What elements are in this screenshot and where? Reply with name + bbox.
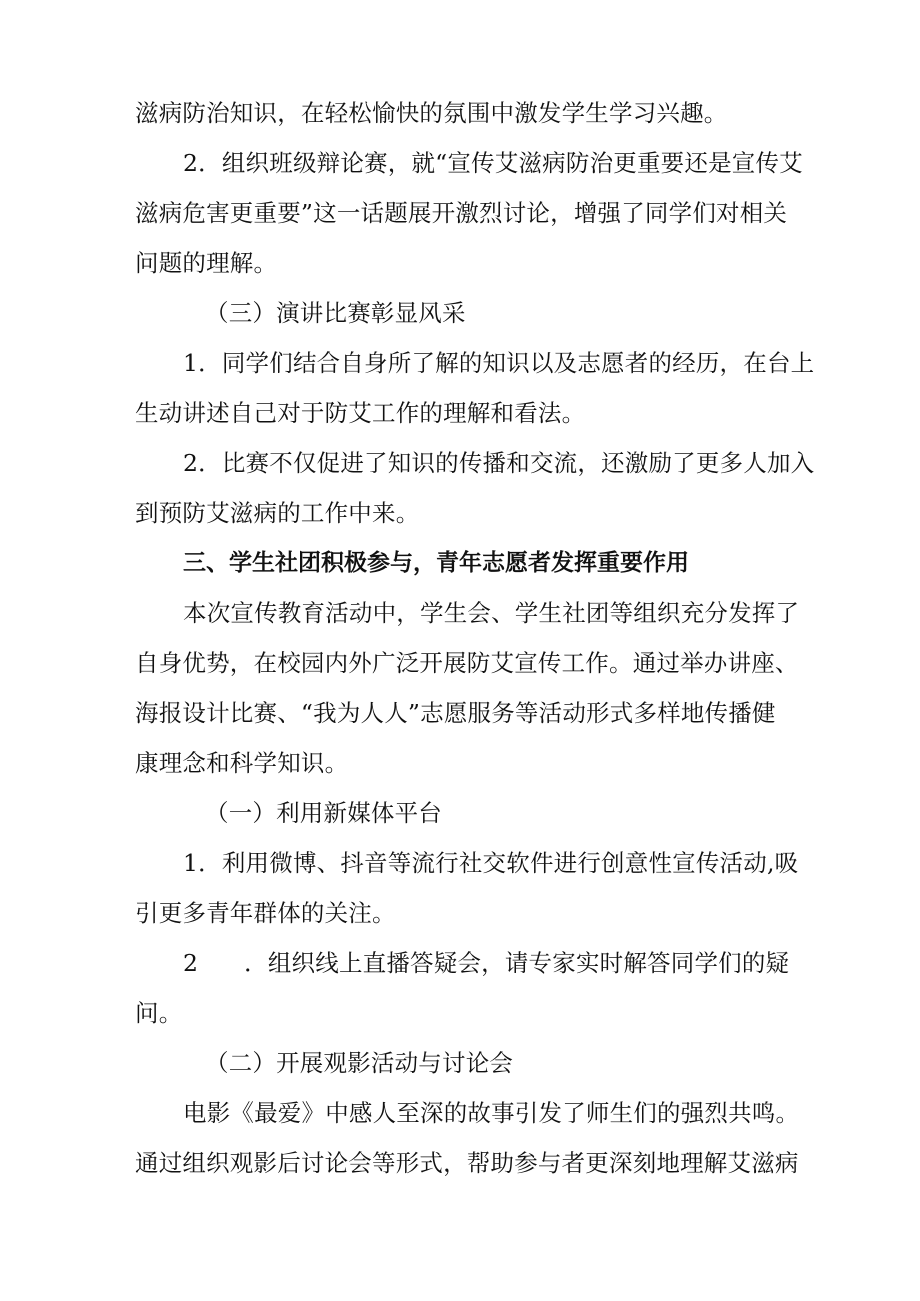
paragraph-line: 电影《最爱》中感人至深的故事引发了师生们的强烈共鸣。 (183, 1099, 800, 1127)
list-item-line: 2．比赛不仅促进了知识的传播和交流，还激励了更多人加入 (183, 449, 815, 477)
paragraph-line: 滋病危害更重要”这一话题展开激烈讨论，增强了同学们对相关 (135, 199, 788, 227)
paragraph-line: 本次宣传教育活动中，学生会、学生社团等组织充分发挥了 (183, 599, 800, 627)
paragraph-line: 生动讲述自己对于防艾工作的理解和看法。 (135, 399, 586, 427)
subsection-heading: （三）演讲比赛彰显风采 (205, 299, 466, 327)
paragraph-line: 引更多青年群体的关注。 (135, 899, 396, 927)
paragraph-line: 问。 (135, 999, 183, 1027)
paragraph-line: 康理念和科学知识。 (135, 749, 349, 777)
list-text: ．组织线上直播答疑会，请专家实时解答同学们的疑 (244, 949, 790, 977)
subsection-heading: （一）利用新媒体平台 (205, 799, 442, 827)
list-number: 2 (183, 949, 199, 977)
paragraph-line: 自身优势，在校园内外广泛开展防艾宣传工作。通过举办讲座、 (135, 649, 799, 677)
subsection-heading: （二）开展观影活动与讨论会 (205, 1049, 514, 1077)
paragraph-line: 到预防艾滋病的工作中来。 (135, 499, 420, 527)
list-item-line (183, 946, 803, 980)
section-heading: 三、学生社团积极参与，青年志愿者发挥重要作用 (183, 550, 689, 576)
list-item-line: 1．利用微博、抖音等流行社交软件进行创意性宣传活动,吸 (183, 849, 799, 877)
list-item-line: 2．组织班级辩论赛，就“宣传艾滋病防治更重要还是宣传艾 (183, 149, 803, 177)
list-item-line: 1．同学们结合自身所了解的知识以及志愿者的经历，在台上 (183, 349, 815, 377)
paragraph-line: 问题的理解。 (135, 249, 278, 277)
paragraph-line: 滋病防治知识，在轻松愉快的氛围中激发学生学习兴趣。 (135, 99, 728, 127)
paragraph-line: 通过组织观影后讨论会等形式，帮助参与者更深刻地理解艾滋病 (135, 1149, 799, 1177)
paragraph-line: 海报设计比赛、“我为人人”志愿服务等活动形式多样地传播健 (135, 699, 776, 727)
